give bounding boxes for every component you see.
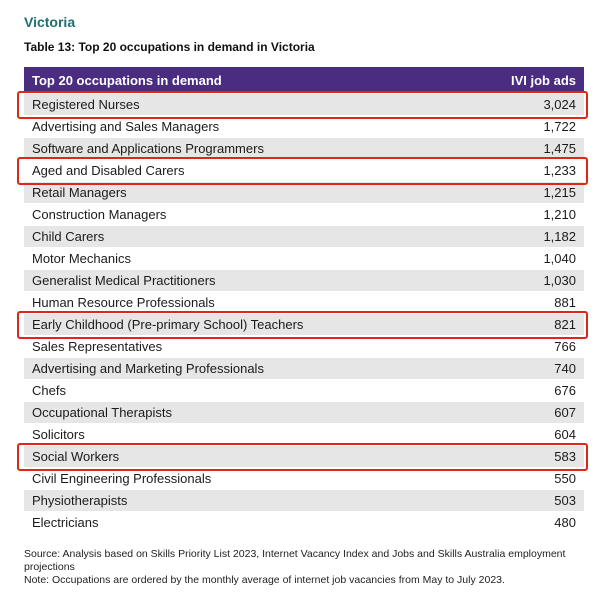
job-ads-cell: 550 (461, 468, 584, 490)
job-ads-cell: 583 (461, 446, 584, 468)
table-body (24, 94, 584, 534)
occupation-cell: Occupational Therapists (24, 402, 461, 424)
occupation-cell: Early Childhood (Pre-primary School) Teachers (24, 314, 461, 336)
job-ads-cell: 607 (461, 402, 584, 424)
table-row (24, 160, 584, 182)
table-row (24, 292, 584, 314)
occupation-cell: Retail Managers (24, 182, 461, 204)
table-row (24, 138, 584, 160)
table-row (24, 270, 584, 292)
source-note: Source: Analysis based on Skills Priority List 2023, Internet Vacancy Index and Jobs and Skills Australia employment projections (24, 548, 566, 573)
table-row (24, 512, 584, 534)
occupation-cell: Advertising and Sales Managers (24, 116, 461, 138)
table-row (24, 182, 584, 204)
table-row (24, 490, 584, 512)
job-ads-cell: 503 (461, 490, 584, 512)
job-ads-cell: 676 (461, 380, 584, 402)
job-ads-cell: 881 (461, 292, 584, 314)
table-row (24, 204, 584, 226)
job-ads-cell: 766 (461, 336, 584, 358)
occupation-cell: Software and Applications Programmers (24, 138, 461, 160)
table-row (24, 358, 584, 380)
occupations-table (24, 67, 584, 533)
job-ads-cell: 1,040 (461, 248, 584, 270)
job-ads-cell: 740 (461, 358, 584, 380)
occupation-cell: Generalist Medical Practitioners (24, 270, 461, 292)
job-ads-cell: 1,030 (461, 270, 584, 292)
job-ads-cell: 1,475 (461, 138, 584, 160)
occupation-cell: Aged and Disabled Carers (24, 160, 461, 182)
table-row (24, 336, 584, 358)
table-header-row (24, 67, 584, 94)
occupation-cell: Chefs (24, 380, 461, 402)
table-row (24, 116, 584, 138)
occupation-cell: Child Carers (24, 226, 461, 248)
occupation-cell: Registered Nurses (24, 94, 461, 116)
table-row (24, 468, 584, 490)
header-occupation: Top 20 occupations in demand (24, 67, 461, 94)
table-row (24, 446, 584, 468)
job-ads-cell: 1,233 (461, 160, 584, 182)
table-caption: Table 13: Top 20 occupations in demand in Victoria (24, 40, 315, 54)
job-ads-cell: 604 (461, 424, 584, 446)
section-title: Victoria (24, 14, 76, 30)
table-row (24, 402, 584, 424)
occupation-cell: Electricians (24, 512, 461, 534)
occupations-table-container (24, 67, 584, 533)
job-ads-cell: 480 (461, 512, 584, 534)
job-ads-cell: 1,722 (461, 116, 584, 138)
job-ads-cell: 821 (461, 314, 584, 336)
job-ads-cell: 1,215 (461, 182, 584, 204)
notes (24, 548, 594, 587)
header-job-ads: IVI job ads (461, 67, 584, 94)
job-ads-cell: 1,210 (461, 204, 584, 226)
occupation-cell: Sales Representatives (24, 336, 461, 358)
job-ads-cell: 3,024 (461, 94, 584, 116)
table-row (24, 380, 584, 402)
occupation-cell: Civil Engineering Professionals (24, 468, 461, 490)
occupation-cell: Advertising and Marketing Professionals (24, 358, 461, 380)
table-row (24, 248, 584, 270)
job-ads-cell: 1,182 (461, 226, 584, 248)
table-row (24, 314, 584, 336)
occupation-cell: Construction Managers (24, 204, 461, 226)
occupation-cell: Human Resource Professionals (24, 292, 461, 314)
ordering-note: Note: Occupations are ordered by the monthly average of internet job vacancies from May to July 2023. (24, 574, 505, 586)
occupation-cell: Solicitors (24, 424, 461, 446)
occupation-cell: Motor Mechanics (24, 248, 461, 270)
occupation-cell: Physiotherapists (24, 490, 461, 512)
table-row (24, 226, 584, 248)
occupation-cell: Social Workers (24, 446, 461, 468)
table-row (24, 424, 584, 446)
table-row (24, 94, 584, 116)
